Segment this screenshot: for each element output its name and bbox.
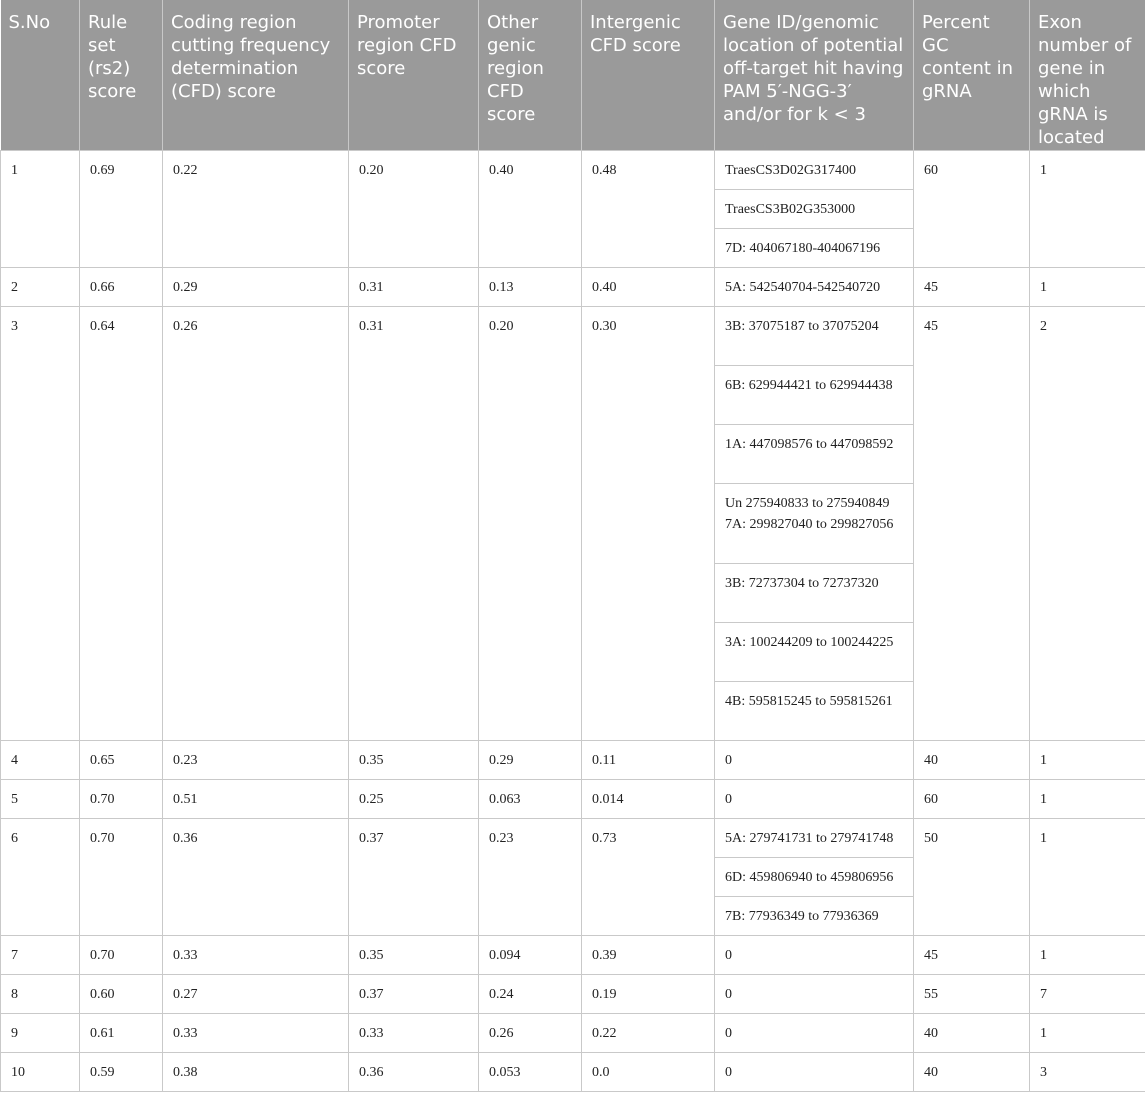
table-header: [1, 0, 1145, 150]
cell-exon-number: 1: [1030, 779, 1145, 818]
cell-exon-number: 2: [1030, 306, 1145, 740]
header-row: [1, 0, 1145, 150]
header-gc-content: Percent GC content in gRNA: [914, 0, 1030, 150]
cell-gc-content: 45: [914, 935, 1030, 974]
cell-off-target-hit: 0: [715, 974, 914, 1013]
cell-gc-content: 40: [914, 1013, 1030, 1052]
cell-off-target-hit: 4B: 595815245 to 595815261: [715, 681, 914, 740]
cell-rs2: 0.64: [80, 306, 163, 740]
cell-off-target-hit: 0: [715, 740, 914, 779]
cell-off-target-hit: 3B: 72737304 to 72737320: [715, 563, 914, 622]
cell-sno: 2: [1, 267, 80, 306]
cell-coding-cfd: 0.26: [163, 306, 349, 740]
cell-promoter-cfd: 0.37: [349, 818, 479, 935]
cell-rs2: 0.70: [80, 935, 163, 974]
cell-rs2: 0.60: [80, 974, 163, 1013]
cell-exon-number: 3: [1030, 1052, 1145, 1091]
cell-promoter-cfd: 0.25: [349, 779, 479, 818]
cell-rs2: 0.70: [80, 779, 163, 818]
cell-off-target-hit: 0: [715, 779, 914, 818]
header-promoter-cfd: Promoter region CFD score: [349, 0, 479, 150]
cell-coding-cfd: 0.36: [163, 818, 349, 935]
cell-off-target-hit: 0: [715, 1052, 914, 1091]
cell-intergenic-cfd: 0.30: [582, 306, 715, 740]
cell-rs2: 0.66: [80, 267, 163, 306]
header-sno: S.No: [1, 0, 80, 150]
cell-exon-number: 1: [1030, 740, 1145, 779]
cell-sno: 3: [1, 306, 80, 740]
cell-sno: 7: [1, 935, 80, 974]
cell-sno: 9: [1, 1013, 80, 1052]
cell-other-genic-cfd: 0.26: [479, 1013, 582, 1052]
cell-sno: 10: [1, 1052, 80, 1091]
table-row: [1, 935, 1145, 974]
cell-off-target-hit: TraesCS3B02G353000: [715, 189, 914, 228]
header-other-genic-cfd: Other genic region CFD score: [479, 0, 582, 150]
cell-gc-content: 60: [914, 779, 1030, 818]
cell-off-target-hit: 3A: 100244209 to 100244225: [715, 622, 914, 681]
cell-promoter-cfd: 0.35: [349, 740, 479, 779]
cell-coding-cfd: 0.51: [163, 779, 349, 818]
cell-coding-cfd: 0.22: [163, 150, 349, 267]
cell-off-target-hit: 3B: 37075187 to 37075204: [715, 306, 914, 365]
table-body: [1, 150, 1145, 1091]
cell-coding-cfd: 0.33: [163, 1013, 349, 1052]
cell-other-genic-cfd: 0.094: [479, 935, 582, 974]
cell-sno: 6: [1, 818, 80, 935]
cell-other-genic-cfd: 0.13: [479, 267, 582, 306]
table-row: [1, 1013, 1145, 1052]
cell-other-genic-cfd: 0.24: [479, 974, 582, 1013]
cell-rs2: 0.70: [80, 818, 163, 935]
cell-gc-content: 40: [914, 740, 1030, 779]
cell-intergenic-cfd: 0.22: [582, 1013, 715, 1052]
cell-other-genic-cfd: 0.23: [479, 818, 582, 935]
cell-rs2: 0.61: [80, 1013, 163, 1052]
table-row: [1, 740, 1145, 779]
cell-other-genic-cfd: 0.20: [479, 306, 582, 740]
cell-sno: 4: [1, 740, 80, 779]
cell-sno: 8: [1, 974, 80, 1013]
cell-other-genic-cfd: 0.063: [479, 779, 582, 818]
cell-intergenic-cfd: 0.39: [582, 935, 715, 974]
cell-promoter-cfd: 0.35: [349, 935, 479, 974]
table-row: [1, 150, 1145, 189]
cell-off-target-hit: 1A: 447098576 to 447098592: [715, 424, 914, 483]
header-off-target-hits: Gene ID/genomic location of potential off-target hit having PAM 5′-NGG-3′ and/or for k < 3: [715, 0, 914, 150]
cell-rs2: 0.59: [80, 1052, 163, 1091]
cell-off-target-hit: 7D: 404067180-404067196: [715, 228, 914, 267]
cell-exon-number: 7: [1030, 974, 1145, 1013]
cell-off-target-hit: 5A: 279741731 to 279741748: [715, 818, 914, 857]
cell-promoter-cfd: 0.33: [349, 1013, 479, 1052]
header-intergenic-cfd: Intergenic CFD score: [582, 0, 715, 150]
cell-exon-number: 1: [1030, 267, 1145, 306]
cell-rs2: 0.69: [80, 150, 163, 267]
cell-exon-number: 1: [1030, 935, 1145, 974]
cell-intergenic-cfd: 0.014: [582, 779, 715, 818]
cell-intergenic-cfd: 0.19: [582, 974, 715, 1013]
table-row: [1, 974, 1145, 1013]
cell-intergenic-cfd: 0.11: [582, 740, 715, 779]
cell-gc-content: 45: [914, 306, 1030, 740]
cell-off-target-hit: 0: [715, 935, 914, 974]
cell-coding-cfd: 0.23: [163, 740, 349, 779]
cell-exon-number: 1: [1030, 818, 1145, 935]
cell-off-target-hit: 7B: 77936349 to 77936369: [715, 896, 914, 935]
header-exon-number: Exon number of gene in which gRNA is located: [1030, 0, 1145, 150]
cell-gc-content: 50: [914, 818, 1030, 935]
cell-gc-content: 60: [914, 150, 1030, 267]
cell-promoter-cfd: 0.36: [349, 1052, 479, 1091]
header-coding-cfd: Coding region cutting frequency determination (CFD) score: [163, 0, 349, 150]
cell-coding-cfd: 0.29: [163, 267, 349, 306]
cell-exon-number: 1: [1030, 150, 1145, 267]
table-row: [1, 779, 1145, 818]
header-rs2: Rule set (rs2) score: [80, 0, 163, 150]
table-row: [1, 267, 1145, 306]
cell-exon-number: 1: [1030, 1013, 1145, 1052]
cell-intergenic-cfd: 0.0: [582, 1052, 715, 1091]
table-row: [1, 306, 1145, 365]
cell-coding-cfd: 0.38: [163, 1052, 349, 1091]
cell-gc-content: 55: [914, 974, 1030, 1013]
cell-off-target-hit: TraesCS3D02G317400: [715, 150, 914, 189]
cell-other-genic-cfd: 0.40: [479, 150, 582, 267]
cell-sno: 5: [1, 779, 80, 818]
cell-intergenic-cfd: 0.73: [582, 818, 715, 935]
cell-promoter-cfd: 0.31: [349, 267, 479, 306]
cell-gc-content: 45: [914, 267, 1030, 306]
cell-other-genic-cfd: 0.053: [479, 1052, 582, 1091]
cell-other-genic-cfd: 0.29: [479, 740, 582, 779]
cell-off-target-hit: 6B: 629944421 to 629944438: [715, 365, 914, 424]
cell-off-target-hit: Un 275940833 to 275940849 7A: 299827040 to 299827056: [715, 483, 914, 563]
cell-off-target-hit: 6D: 459806940 to 459806956: [715, 857, 914, 896]
cell-coding-cfd: 0.33: [163, 935, 349, 974]
table-row: [1, 818, 1145, 857]
cell-rs2: 0.65: [80, 740, 163, 779]
cell-intergenic-cfd: 0.40: [582, 267, 715, 306]
cell-off-target-hit: 0: [715, 1013, 914, 1052]
cell-sno: 1: [1, 150, 80, 267]
cell-off-target-hit: 5A: 542540704-542540720: [715, 267, 914, 306]
cell-gc-content: 40: [914, 1052, 1030, 1091]
cell-promoter-cfd: 0.31: [349, 306, 479, 740]
cell-coding-cfd: 0.27: [163, 974, 349, 1013]
cell-intergenic-cfd: 0.48: [582, 150, 715, 267]
cell-promoter-cfd: 0.20: [349, 150, 479, 267]
table-row: [1, 1052, 1145, 1091]
cell-promoter-cfd: 0.37: [349, 974, 479, 1013]
